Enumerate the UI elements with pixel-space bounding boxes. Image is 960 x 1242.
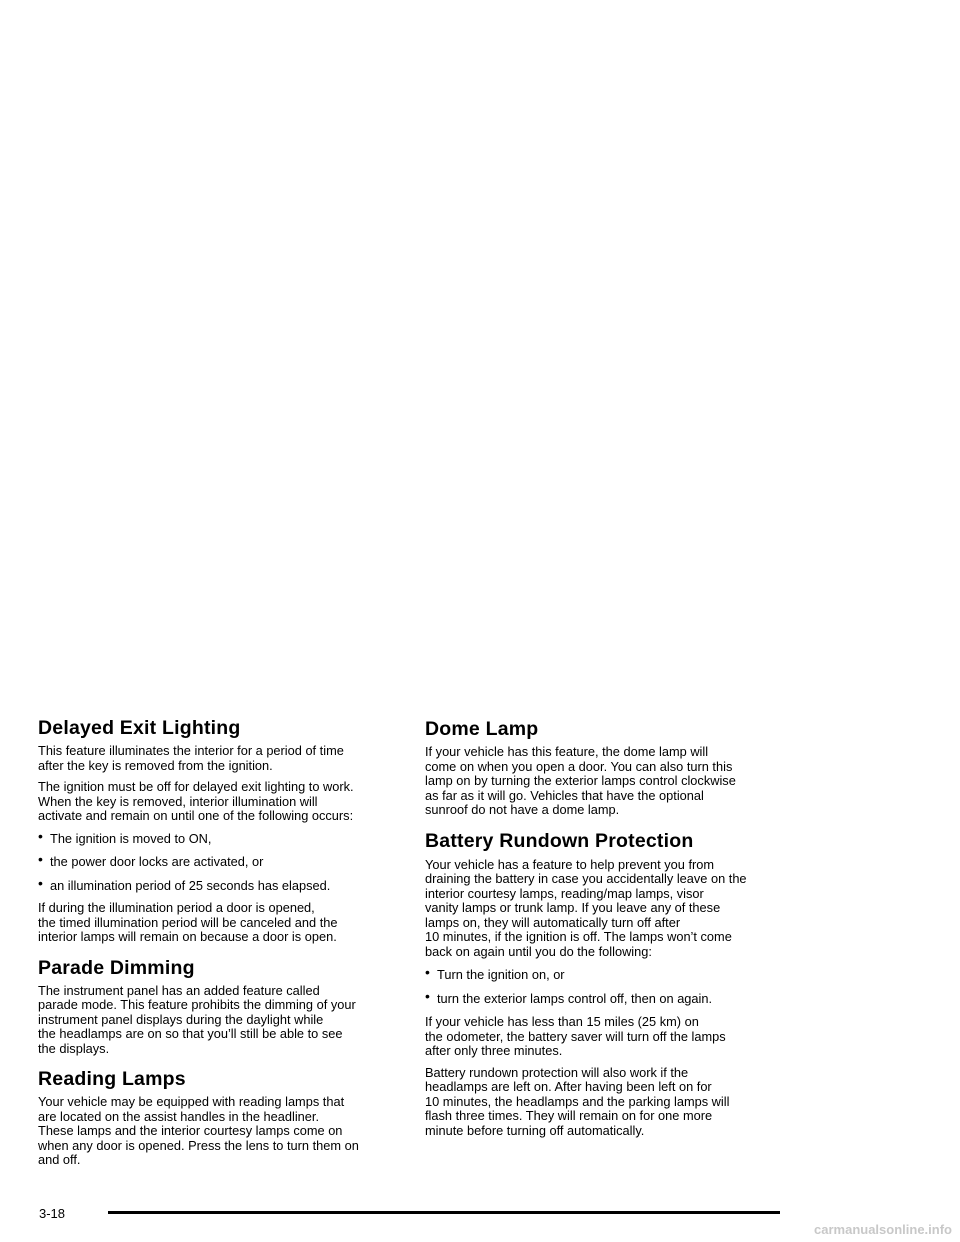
text-line: The ignition must be off for delayed exit lighting to work. [38, 779, 354, 794]
paragraph [38, 744, 408, 773]
text-line: lamps on, they will automatically turn off after [425, 914, 681, 930]
text-line: If during the illumination period a door is opened, [38, 900, 315, 915]
bullet-icon: • [425, 987, 430, 1004]
text-line: instrument panel displays during the daylight while [38, 1011, 324, 1027]
text-line: parade mode. This feature prohibits the dimming of your [38, 997, 356, 1012]
text-line: back on again until you do the following: [425, 943, 652, 959]
section-title-reading-lamps: Reading Lamps [38, 1068, 186, 1090]
text-line: If your vehicle has less than 15 miles (25 km) on [425, 1014, 699, 1029]
bullet-icon: • [425, 964, 430, 980]
text-line: lamp on by turning the exterior lamps control clockwise [425, 773, 736, 788]
text-line: When the key is removed, interior illumination will [38, 793, 318, 809]
text-line: the displays. [38, 1040, 110, 1056]
bullet-icon: • [38, 874, 43, 891]
bullet-icon: • [38, 827, 43, 844]
paragraph [38, 901, 408, 945]
text-line: when any door is opened. Press the lens to turn them on [38, 1137, 359, 1153]
text-line: flash three times. They will remain on for one more [425, 1108, 713, 1123]
text-line: interior lamps will remain on because a door is open. [38, 929, 337, 944]
bullet-text: the power door locks are activated, or [50, 854, 264, 869]
bullet-icon: • [38, 851, 43, 867]
text-line: the timed illumination period will be canceled and the [38, 914, 338, 930]
paragraph [38, 1095, 408, 1168]
paragraph [425, 745, 797, 818]
section-title-delayed-exit-lighting: Delayed Exit Lighting [38, 717, 241, 739]
text-line: Your vehicle may be equipped with reading lamps that [38, 1094, 345, 1109]
text-line: Battery rundown protection will also work if the [425, 1064, 689, 1080]
bullet-item [38, 874, 408, 894]
text-line: 10 minutes, if the ignition is off. The lamps won’t come [425, 929, 732, 944]
text-line: headlamps are left on. After having been left on for [425, 1079, 712, 1094]
bullet-item [425, 964, 797, 983]
text-line: Your vehicle has a feature to help prevent you from [425, 856, 715, 872]
bullet-text: Turn the ignition on, or [437, 967, 565, 982]
text-line: vanity lamps or trunk lamp. If you leave any of these [425, 900, 721, 915]
text-line: after only three minutes. [425, 1043, 563, 1058]
paragraph [38, 780, 408, 824]
text-line: come on when you open a door. You can also turn this [425, 758, 733, 774]
text-line: activate and remain on until one of the following occurs: [38, 808, 354, 823]
text-line: draining the battery in case you accidentally leave on the [425, 871, 747, 886]
text-line: These lamps and the interior courtesy lamps come on [38, 1123, 343, 1138]
page-number: 3-18 [39, 1206, 66, 1221]
section-title-parade-dimming: Parade Dimming [38, 956, 195, 979]
text-line: This feature illuminates the interior for a period of time [38, 743, 344, 758]
text-line: The instrument panel has an added feature called [38, 982, 320, 998]
text-line: after the key is removed from the ignition. [38, 757, 273, 773]
bullet-item [425, 987, 797, 1007]
text-line: are located on the assist handles in the headliner. [38, 1108, 320, 1124]
right-column [425, 716, 797, 1138]
text-line: the headlamps are on so that you’ll still be able to see [38, 1026, 343, 1041]
text-line: minute before turning off automatically. [425, 1122, 645, 1138]
text-line: interior courtesy lamps, reading/map lamps, visor [425, 885, 704, 901]
paragraph [425, 858, 797, 960]
text-line: sunroof do not have a dome lamp. [425, 802, 620, 817]
bullet-item [38, 851, 408, 870]
text-line: If your vehicle has this feature, the dome lamp will [425, 744, 709, 759]
paragraph [425, 1015, 797, 1059]
bullet-text: turn the exterior lamps control off, then on again. [437, 990, 713, 1006]
footer-rule [108, 1211, 780, 1214]
left-column [38, 715, 408, 1168]
paragraph [38, 984, 408, 1057]
bullet-text: an illumination period of 25 seconds has elapsed. [50, 877, 331, 893]
paragraph [425, 1066, 797, 1139]
text-line: the odometer, the battery saver will turn off the lamps [425, 1028, 726, 1044]
section-title-dome-lamp: Dome Lamp [425, 718, 539, 740]
text-line: 10 minutes, the headlamps and the parking lamps will [425, 1093, 730, 1109]
bullet-item [38, 827, 408, 847]
text-line: as far as it will go. Vehicles that have the optional [425, 787, 704, 803]
section-title-battery-rundown-protection: Battery Rundown Protection [425, 829, 694, 852]
watermark: carmanualsonline.info [814, 1222, 952, 1237]
text-line: and off. [38, 1152, 81, 1167]
bullet-text: The ignition is moved to ON, [50, 830, 212, 846]
